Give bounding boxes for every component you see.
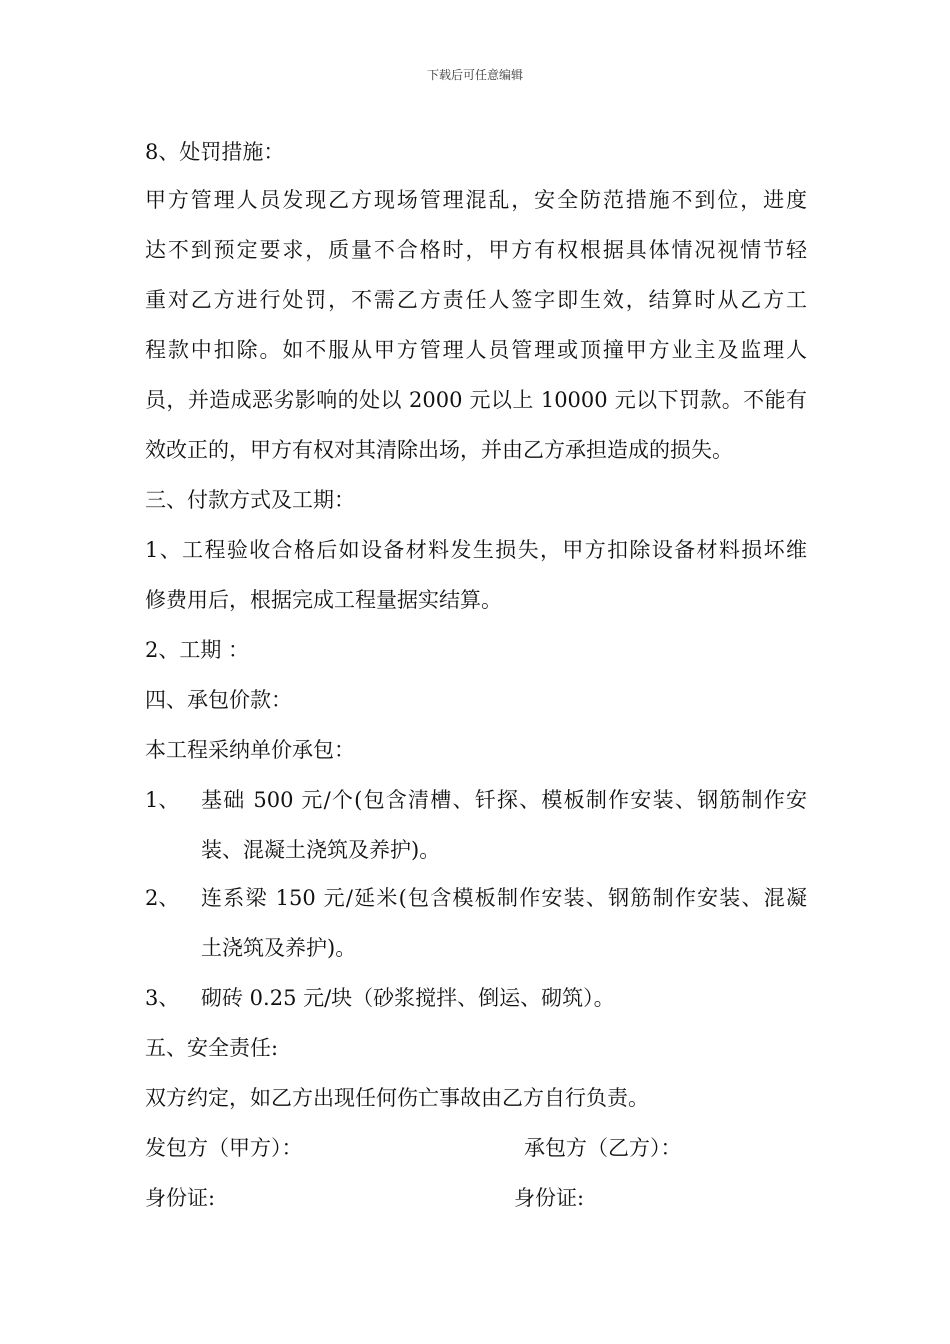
paragraph-line: 1、工程验收合格后如设备材料发生损失，甲方扣除设备材料损坏维 [145,538,807,562]
section-safety-title: 五、安全责任: [145,1036,279,1060]
schedule-line: 2、工期 ： [145,638,250,662]
list-item-text: 土浇筑及养护)。 [201,936,357,960]
list-item-number: 1、 [145,788,180,812]
section-payment-title: 三、付款方式及工期： [145,488,355,512]
party-a-label: 发包方（甲方）： [145,1136,303,1160]
list-item-text: 装、混凝土浇筑及养护)。 [201,838,441,862]
party-b-label: 承包方（乙方）： [524,1136,682,1160]
paragraph-line: 修费用后，根据完成工程量据实结算。 [145,588,502,612]
paragraph-line: 效改正的，甲方有权对其清除出场，并由乙方承担造成的损失。 [145,438,733,462]
paragraph-line: 程款中扣除。如不服从甲方管理人员管理或顶撞甲方业主及监理人 [145,338,807,362]
section-price-title: 四、承包价款： [145,688,292,712]
paragraph-line: 达不到预定要求，质量不合格时，甲方有权根据具体情况视情节轻 [145,238,807,262]
paragraph-line: 本工程采纳单价承包： [145,738,355,762]
list-item-number: 2、 [145,886,180,910]
list-item-number: 3、 [145,986,180,1010]
paragraph-line: 员，并造成恶劣影响的处以 2000 元以上 10000 元以下罚款。不能有 [145,388,807,412]
paragraph-line: 双方约定，如乙方出现任何伤亡事故由乙方自行负责。 [145,1086,649,1110]
page-header: 下载后可任意编辑 [426,68,523,82]
section-penalty-title: 8、处罚措施： [145,140,285,164]
paragraph-line: 重对乙方进行处罚，不需乙方责任人签字即生效，结算时从乙方工 [145,288,807,312]
id-a-label: 身份证: [145,1186,216,1210]
list-item-text: 砌砖 0.25 元/块（砂浆搅拌、倒运、砌筑）。 [201,986,615,1010]
paragraph-line: 甲方管理人员发现乙方现场管理混乱，安全防范措施不到位，进度 [145,188,807,212]
id-b-label: 身份证: [514,1186,585,1210]
list-item-text: 连系梁 150 元/延米(包含模板制作安装、钢筋制作安装、混凝 [201,886,807,910]
list-item-text: 基础 500 元/个(包含清槽、钎探、模板制作安装、钢筋制作安 [201,788,807,812]
